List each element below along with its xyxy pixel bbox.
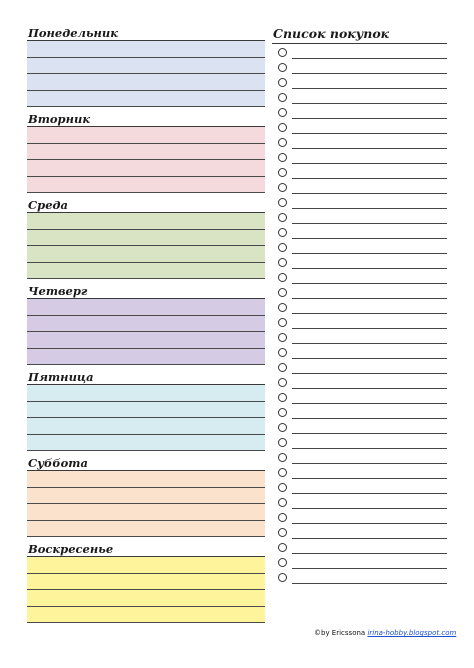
checkbox-circle-icon[interactable] (278, 378, 287, 387)
shopping-item-row[interactable] (272, 224, 447, 239)
writing-line (27, 176, 265, 177)
checkbox-circle-icon[interactable] (278, 183, 287, 192)
checkbox-circle-icon[interactable] (278, 408, 287, 417)
writing-line (27, 503, 265, 504)
writing-line (27, 434, 265, 435)
day-title: Понедельник (28, 26, 119, 40)
checkbox-circle-icon[interactable] (278, 228, 287, 237)
checkbox-circle-icon[interactable] (278, 273, 287, 282)
shopping-list-title: Список покупок (273, 26, 390, 41)
day-writing-area[interactable] (27, 557, 265, 623)
day-section (27, 198, 265, 284)
checkbox-circle-icon[interactable] (278, 483, 287, 492)
checkbox-circle-icon[interactable] (278, 333, 287, 342)
writing-line (27, 278, 265, 279)
writing-line (27, 573, 265, 574)
shopping-item-row[interactable] (272, 164, 447, 179)
shopping-item-row[interactable] (272, 524, 447, 539)
checkbox-circle-icon[interactable] (278, 213, 287, 222)
footer-copyright: ©by Ericssona (314, 629, 368, 637)
shopping-item-row[interactable] (272, 149, 447, 164)
day-section (27, 456, 265, 542)
day-section (27, 112, 265, 198)
shopping-item-row[interactable] (272, 284, 447, 299)
shopping-items (272, 44, 447, 584)
checkbox-circle-icon[interactable] (278, 78, 287, 87)
checkbox-circle-icon[interactable] (278, 123, 287, 132)
day-title: Среда (28, 198, 68, 212)
checkbox-circle-icon[interactable] (278, 363, 287, 372)
checkbox-circle-icon[interactable] (278, 63, 287, 72)
day-section (27, 542, 265, 628)
day-writing-area[interactable] (27, 127, 265, 193)
checkbox-circle-icon[interactable] (278, 258, 287, 267)
writing-line (27, 315, 265, 316)
footer-credit (314, 628, 456, 638)
shopping-item-row[interactable] (272, 239, 447, 254)
shopping-item-row[interactable] (272, 359, 447, 374)
shopping-item-row[interactable] (272, 419, 447, 434)
shopping-item-row[interactable] (272, 329, 447, 344)
writing-line (27, 487, 265, 488)
checkbox-circle-icon[interactable] (278, 423, 287, 432)
day-title: Суббота (28, 456, 88, 470)
day-writing-area[interactable] (27, 213, 265, 279)
writing-line (27, 417, 265, 418)
day-title: Воскресенье (28, 542, 114, 556)
footer-blog-link[interactable]: irina-hobby.blogspot.com (367, 629, 457, 637)
shopping-item-row[interactable] (272, 179, 447, 194)
weekly-planner (27, 26, 265, 628)
writing-line (27, 364, 265, 365)
checkbox-circle-icon[interactable] (278, 108, 287, 117)
day-writing-area[interactable] (27, 471, 265, 537)
shopping-item-line (292, 583, 447, 584)
day-writing-area[interactable] (27, 41, 265, 107)
checkbox-circle-icon[interactable] (278, 558, 287, 567)
checkbox-circle-icon[interactable] (278, 168, 287, 177)
writing-line (27, 90, 265, 91)
checkbox-circle-icon[interactable] (278, 348, 287, 357)
day-section (27, 370, 265, 456)
shopping-item-row[interactable] (272, 209, 447, 224)
day-title: Вторник (28, 112, 91, 126)
writing-line (27, 106, 265, 107)
checkbox-circle-icon[interactable] (278, 513, 287, 522)
shopping-item-row[interactable] (272, 479, 447, 494)
writing-line (27, 262, 265, 263)
shopping-item-row[interactable] (272, 449, 447, 464)
shopping-item-row[interactable] (272, 74, 447, 89)
shopping-item-row[interactable] (272, 539, 447, 554)
checkbox-circle-icon[interactable] (278, 438, 287, 447)
writing-line (27, 245, 265, 246)
writing-line (27, 192, 265, 193)
writing-line (27, 348, 265, 349)
writing-line (27, 536, 265, 537)
checkbox-circle-icon[interactable] (278, 198, 287, 207)
writing-line (27, 331, 265, 332)
checkbox-circle-icon[interactable] (278, 393, 287, 402)
day-writing-area[interactable] (27, 385, 265, 451)
writing-line (27, 606, 265, 607)
checkbox-circle-icon[interactable] (278, 153, 287, 162)
checkbox-circle-icon[interactable] (278, 528, 287, 537)
writing-line (27, 57, 265, 58)
shopping-item-row[interactable] (272, 254, 447, 269)
checkbox-circle-icon[interactable] (278, 543, 287, 552)
checkbox-circle-icon[interactable] (278, 243, 287, 252)
shopping-item-row[interactable] (272, 194, 447, 209)
shopping-item-row[interactable] (272, 464, 447, 479)
checkbox-circle-icon[interactable] (278, 453, 287, 462)
shopping-item-row[interactable] (272, 299, 447, 314)
shopping-item-row[interactable] (272, 104, 447, 119)
shopping-item-row[interactable] (272, 44, 447, 59)
writing-line (27, 229, 265, 230)
shopping-item-row[interactable] (272, 89, 447, 104)
writing-line (27, 450, 265, 451)
shopping-item-row[interactable] (272, 314, 447, 329)
checkbox-circle-icon[interactable] (278, 318, 287, 327)
writing-line (27, 159, 265, 160)
checkbox-circle-icon[interactable] (278, 303, 287, 312)
writing-line (27, 401, 265, 402)
shopping-item-row[interactable] (272, 269, 447, 284)
shopping-item-row[interactable] (272, 134, 447, 149)
writing-line (27, 73, 265, 74)
shopping-item-row[interactable] (272, 389, 447, 404)
writing-line (27, 622, 265, 623)
day-section (27, 284, 265, 370)
shopping-item-row[interactable] (272, 569, 447, 584)
checkbox-circle-icon[interactable] (278, 93, 287, 102)
writing-line (27, 143, 265, 144)
shopping-item-row[interactable] (272, 554, 447, 569)
writing-line (27, 520, 265, 521)
shopping-item-row[interactable] (272, 509, 447, 524)
day-section (27, 26, 265, 112)
day-title: Пятница (28, 370, 94, 384)
day-title: Четверг (28, 284, 88, 298)
checkbox-circle-icon[interactable] (278, 468, 287, 477)
shopping-item-row[interactable] (272, 434, 447, 449)
checkbox-circle-icon[interactable] (278, 498, 287, 507)
shopping-item-row[interactable] (272, 404, 447, 419)
writing-line (27, 589, 265, 590)
shopping-item-row[interactable] (272, 59, 447, 74)
checkbox-circle-icon[interactable] (278, 138, 287, 147)
checkbox-circle-icon[interactable] (278, 288, 287, 297)
checkbox-circle-icon[interactable] (278, 48, 287, 57)
shopping-item-row[interactable] (272, 374, 447, 389)
shopping-item-row[interactable] (272, 119, 447, 134)
shopping-item-row[interactable] (272, 494, 447, 509)
shopping-item-row[interactable] (272, 344, 447, 359)
day-writing-area[interactable] (27, 299, 265, 365)
checkbox-circle-icon[interactable] (278, 573, 287, 582)
